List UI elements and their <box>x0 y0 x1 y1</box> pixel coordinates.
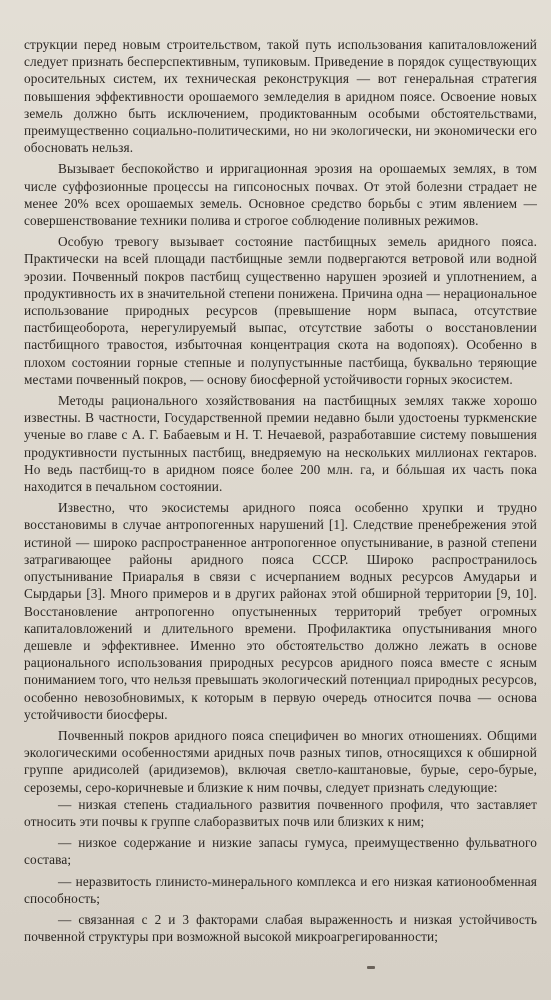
ink-mark <box>367 966 375 969</box>
list-item: — связанная с 2 и 3 факторами слабая выраженность и низкая устойчивость почвенной структуры при возможной высокой микроагрегированности; <box>24 911 537 945</box>
soil-features-list <box>24 796 537 946</box>
list-item: — низкое содержание и низкие запасы гумуса, преимущественно фульватного состава; <box>24 835 537 868</box>
body-text <box>24 36 537 945</box>
paragraph-pastures: Особую тревогу вызывает состояние пастбищных земель аридного пояса. Практически на всей площади пастбищные земли подвергаются ветровой или водной эрозии. Почвенный покров пастбищ существенно нарушен эрозией и уплотнением, а продуктивность их в значительной степени понижена. Причина одна — нерациональное использование природных ресурсов (превышение норм выпаса, отсутствие пастбищеоборота, нерегулируемый выпас, отсутствие заботы о восстановлении пастбищного травостоя, избыточная концентрация скота на водопоях). Особенно в плохом состоянии горные степные и полупустынные пастбища, буквально теряющие местами почвенный покров, — основу биосферной устойчивости горных экосистем. <box>24 234 537 387</box>
paragraph-soil-cover: Почвенный покров аридного пояса специфичен во многих отношениях. Общими экологическими особенностями аридных почв разных типов, относящихся к обширной группе аридисолей (аридиземов), включая светло-каштановые, бурые, серо-бурые, сероземы, серо-коричневые и близкие к ним почвы, следует признать следующие: <box>24 727 537 795</box>
list-item: — неразвитость глинисто-минерального комплекса и его низкая катионообменная способность; <box>24 873 537 906</box>
paragraph-irrigation-erosion: Вызывает беспокойство и ирригационная эрозия на орошаемых землях, в том числе суффозионные процессы на гипсоносных почвах. От этой болезни страдает не менее 20% всех орошаемых земель. Основное средство борьбы с этим явлением — совершенствование техники полива и строгое соблюдение поливных режимов. <box>24 161 537 229</box>
paragraph-desertification: Известно, что экосистемы аридного пояса особенно хрупки и трудно восстановимы в случае антропогенных нарушений [1]. Следствие пренебрежения этой истиной — широко распространенное антропогенное опустынивание, в разной степени затрагивающее районы аридного пояса СССР. Широко распространилось опустынивание Приаралья в связи с исчерпанием водных ресурсов Амударьи и Сырдарьи [3]. Много примеров и в других районах этой обширной территории [9, 10]. Восстановление антропогенно опустыненных территорий требует огромных капиталовложений и длительного времени. Профилактика опустынивания много дешевле и эффективнее. Именно это обстоятельство должно лежать в основе рационального использования природных ресурсов аридного пояса вместе с ясным пониманием того, что нельзя превышать экологический потенциал природных ресурсов, особенно невозобновимых, к которым в первую очередь относится почва — основа устойчивости биосферы. <box>24 500 537 722</box>
list-item: — низкая степень стадиального развития почвенного профиля, что заставляет относить эти почвы к группе слаборазвитых почв или близких к ним; <box>24 796 537 829</box>
paragraph-methods: Методы рационального хозяйствования на пастбищных землях также хорошо известны. В частности, Государственной премии недавно были удостоены туркменские ученые во главе с А. Г. Бабаевым и Н. Т. Нечаевой, разработавшие систему повышения продуктивности пустынных пастбищ, внедряемую на нескольких миллионах гектаров. Но ведь пастбищ-то в аридном поясе более 200 млн. га, и бóльшая их часть пока находится в печальном состоянии. <box>24 393 537 495</box>
paragraph-continuation: струкции перед новым строительством, такой путь использования капиталовложений следует признать бесперспективным, тупиковым. Приведение в порядок существующих оросительных систем, их техническая реконструкция — вот генеральная стратегия повышения эффективности орошаемого земледелия в аридном поясе. Освоение новых земель должно быть исключением, продиктованным особыми обстоятельствами, преимущественно социально-политическими, но ни экологически, ни экономически его обосновать нельзя. <box>24 37 537 156</box>
